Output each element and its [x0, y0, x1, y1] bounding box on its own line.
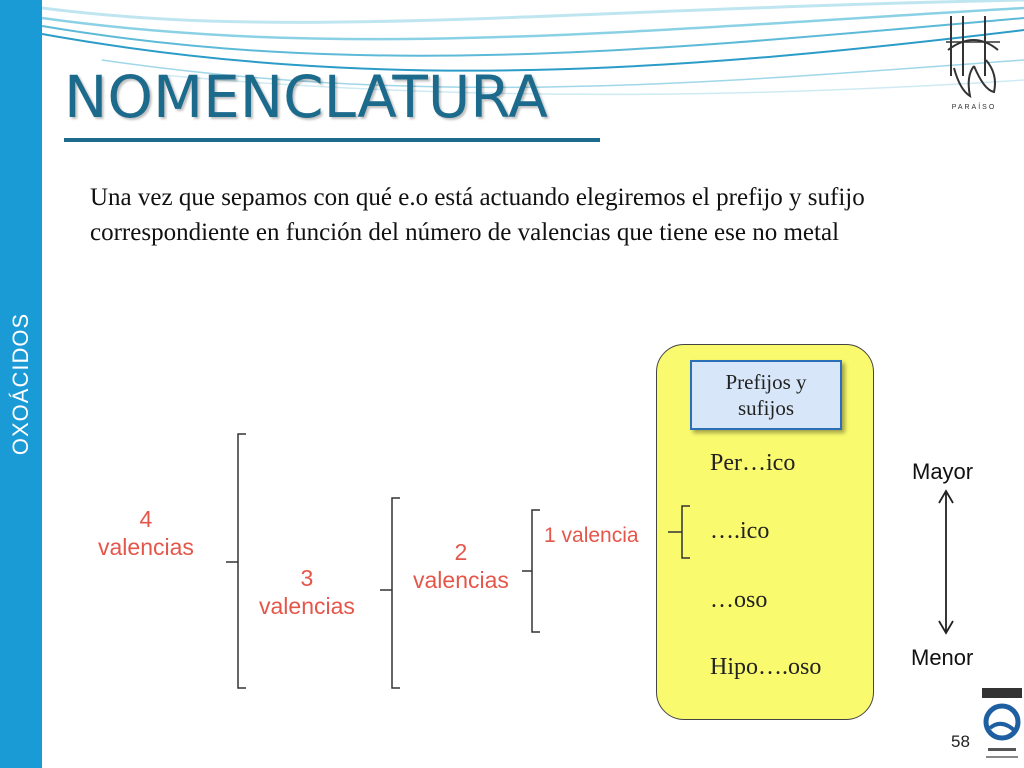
- page-number: 58: [951, 732, 970, 751]
- intro-text: Una vez que sepamos con qué e.o está actuando elegiremos el prefijo y sufijo correspondiente en función del número de valencias que tiene ese no metal: [90, 184, 865, 246]
- page-title: NOMENCLATURA: [64, 63, 548, 131]
- scale-top-label: Mayor: [912, 459, 974, 484]
- valence-2-label: 2 valencias: [413, 539, 509, 593]
- logo-text: PARAÍSO: [951, 104, 997, 111]
- valence-1-label: 1 valencia: [544, 524, 639, 547]
- title-underline: [64, 138, 600, 142]
- valence-3-label: 3 valencias: [259, 565, 355, 619]
- suffix-oso: …oso: [710, 587, 768, 613]
- scale-bottom-label: Menor: [911, 645, 974, 670]
- bracket-4: [226, 434, 246, 688]
- certification-badge: [980, 688, 1024, 768]
- suffix-per-ico: Per…ico: [710, 450, 796, 476]
- section-label: OXOÁCIDOS: [8, 312, 33, 456]
- panel-header: Prefijos y sufijos: [690, 360, 842, 430]
- sidebar: [0, 0, 42, 768]
- suffix-ico: ….ico: [710, 518, 770, 544]
- bracket-2: [522, 510, 540, 632]
- order-arrow: [939, 491, 953, 633]
- bracket-3: [380, 498, 400, 688]
- school-logo: [940, 10, 1008, 118]
- suffix-hipo-oso: Hipo….oso: [710, 654, 822, 680]
- valence-4-label: 4 valencias: [98, 506, 194, 560]
